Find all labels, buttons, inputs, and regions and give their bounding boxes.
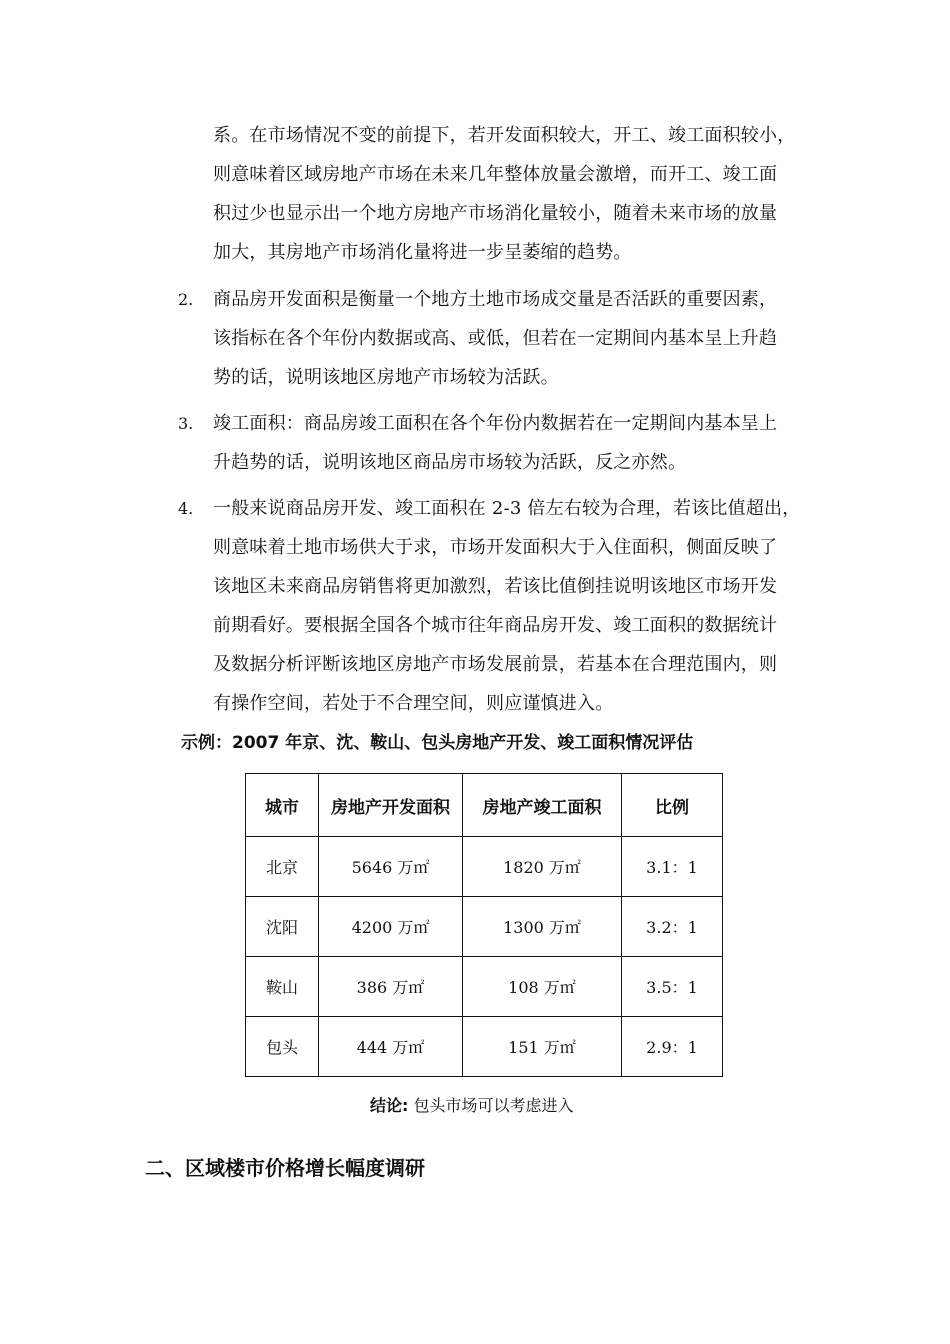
list-item-line: 势的话，说明该地区房地产市场较为活跃。 — [213, 367, 559, 388]
column-header-ratio: 比例 — [622, 774, 723, 837]
column-header-completion-area: 房地产竣工面积 — [463, 774, 622, 837]
conclusion-text: 包头市场可以考虑进入 — [413, 1096, 574, 1115]
list-item-number: 4. — [178, 499, 194, 518]
list-item-line: 商品房开发面积是衡量一个地方土地市场成交量是否活跃的重要因素， — [213, 289, 778, 310]
city-cell: 鞍山 — [246, 957, 319, 1017]
table-row — [246, 957, 723, 1017]
list-item-line: 该地区未来商品房销售将更加激烈，若该比值倒挂说明该地区市场开发 — [213, 576, 778, 597]
table-header-row — [246, 774, 723, 837]
ratio-cell: 3.5：1 — [622, 957, 723, 1017]
table-row — [246, 837, 723, 897]
conclusion-label: 结论: — [370, 1096, 409, 1115]
list-item-line: 前期看好。要根据全国各个城市往年商品房开发、竣工面积的数据统计 — [213, 615, 778, 636]
paragraph-line: 系。在市场情况不变的前提下，若开发面积较大，开工、竣工面积较小， — [213, 125, 796, 146]
list-item-line: 竣工面积：商品房竣工面积在各个年份内数据若在一定期间内基本呈上 — [213, 413, 778, 434]
area-comparison-table — [245, 773, 723, 1077]
development-area-cell: 444 万㎡ — [319, 1017, 463, 1077]
completion-area-cell: 1300 万㎡ — [463, 897, 622, 957]
ratio-cell: 2.9：1 — [622, 1017, 723, 1077]
completion-area-cell: 151 万㎡ — [463, 1017, 622, 1077]
completion-area-cell: 1820 万㎡ — [463, 837, 622, 897]
city-cell: 沈阳 — [246, 897, 319, 957]
list-item-line: 有操作空间，若处于不合理空间，则应谨慎进入。 — [213, 693, 614, 714]
city-cell: 包头 — [246, 1017, 319, 1077]
ratio-cell: 3.1：1 — [622, 837, 723, 897]
column-header-city: 城市 — [246, 774, 319, 837]
ratio-cell: 3.2：1 — [622, 897, 723, 957]
development-area-cell: 5646 万㎡ — [319, 837, 463, 897]
table-row — [246, 1017, 723, 1077]
table-row — [246, 897, 723, 957]
list-item-line: 该指标在各个年份内数据或高、或低，但若在一定期间内基本呈上升趋 — [213, 328, 778, 349]
completion-area-cell: 108 万㎡ — [463, 957, 622, 1017]
conclusion — [370, 1094, 574, 1118]
development-area-cell: 4200 万㎡ — [319, 897, 463, 957]
development-area-cell: 386 万㎡ — [319, 957, 463, 1017]
city-cell: 北京 — [246, 837, 319, 897]
table-caption: 示例：2007 年京、沈、鞍山、包头房地产开发、竣工面积情况评估 — [181, 733, 694, 753]
paragraph-line: 积过少也显示出一个地方房地产市场消化量较小，随着未来市场的放量 — [213, 203, 778, 224]
paragraph-line: 加大，其房地产市场消化量将进一步呈萎缩的趋势。 — [213, 242, 632, 263]
list-item-line: 一般来说商品房开发、竣工面积在 2-3 倍左右较为合理，若该比值超出， — [213, 498, 801, 519]
list-item-line: 升趋势的话，说明该地区商品房市场较为活跃，反之亦然。 — [213, 452, 687, 473]
list-item-number: 3. — [178, 414, 194, 433]
column-header-development-area: 房地产开发面积 — [319, 774, 463, 837]
list-item-number: 2. — [178, 290, 194, 309]
section-heading: 二、区域楼市价格增长幅度调研 — [145, 1156, 425, 1180]
paragraph-line: 则意味着区域房地产市场在未来几年整体放量会激增，而开工、竣工面 — [213, 164, 778, 185]
list-item-line: 及数据分析评断该地区房地产市场发展前景，若基本在合理范围内，则 — [213, 654, 778, 675]
list-item-line: 则意味着土地市场供大于求，市场开发面积大于入住面积，侧面反映了 — [213, 537, 778, 558]
